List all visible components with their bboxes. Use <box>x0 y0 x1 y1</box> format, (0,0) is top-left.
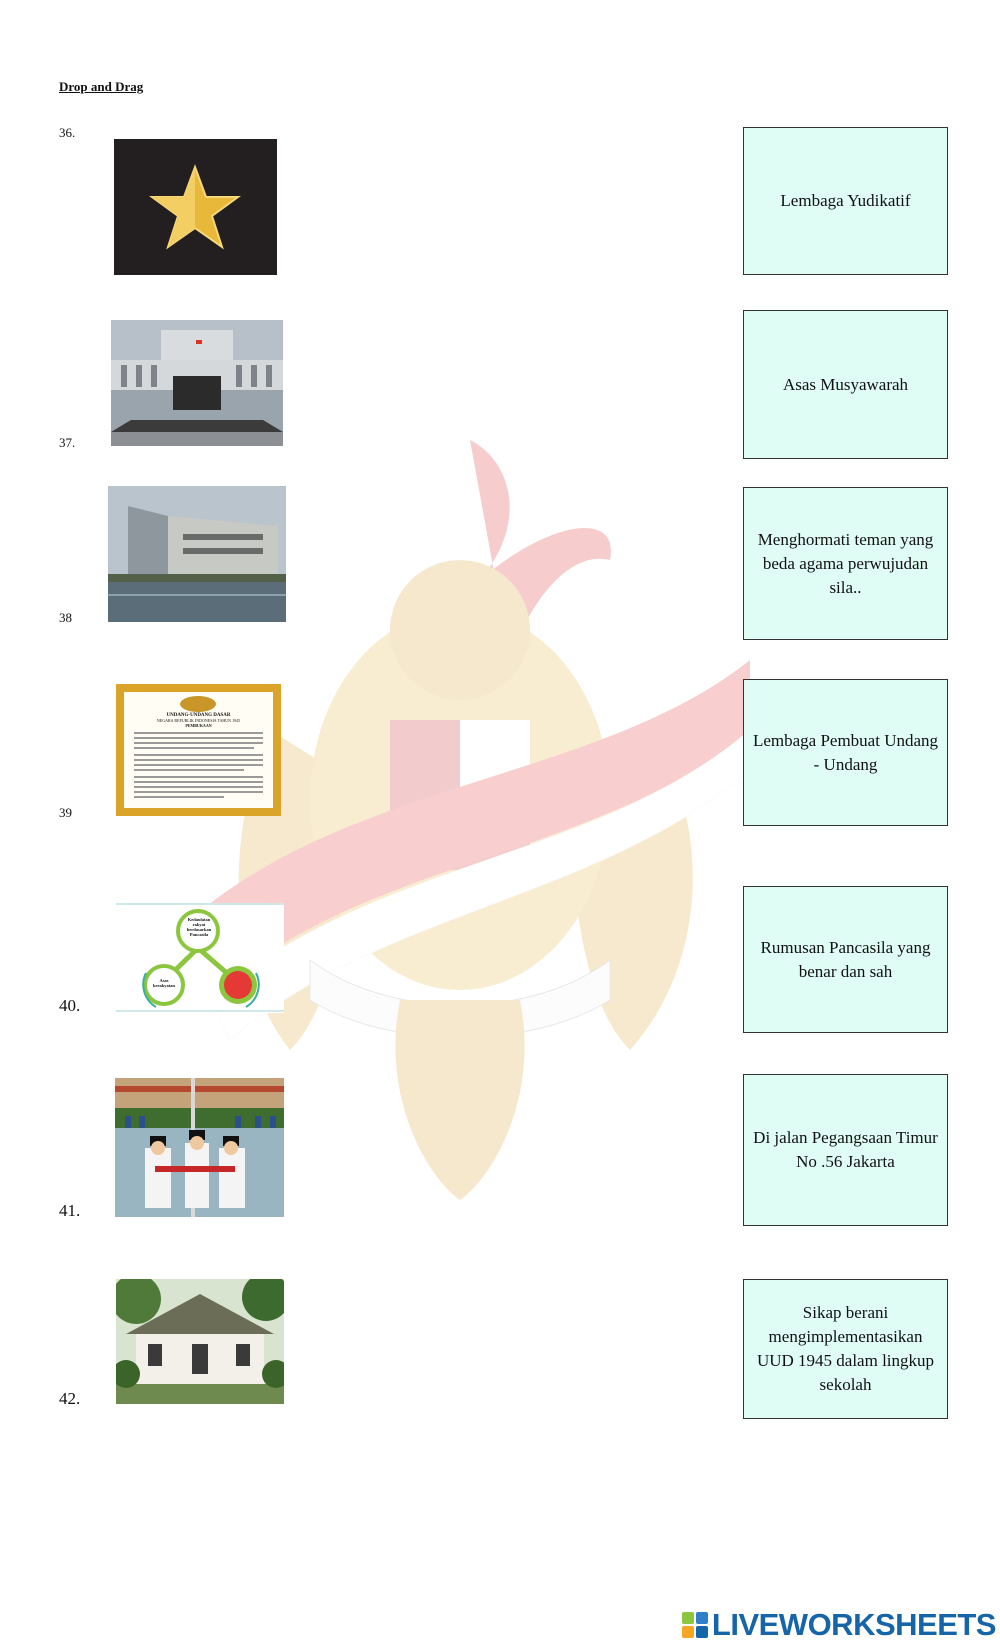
question-number: 36. <box>59 125 76 140</box>
flag-raising-image <box>115 1078 284 1217</box>
question-number: 40. <box>59 996 81 1015</box>
liveworksheets-logo <box>682 1607 996 1643</box>
government-building-image <box>111 320 283 446</box>
constitution-document-image <box>116 684 281 816</box>
diagram-image <box>116 903 284 1013</box>
drop-box-answer-3[interactable]: Menghormati teman yang beda agama perwujudan sila.. <box>743 487 948 640</box>
liveworksheets-logo-icon <box>682 1612 708 1638</box>
drop-box-answer-1[interactable]: Lembaga Yudikatif <box>743 127 948 275</box>
question-number: 39 <box>59 805 72 820</box>
drop-box-answer-7[interactable]: Sikap berani mengimplementasikan UUD 1945 dalam lingkup sekolah <box>743 1279 948 1419</box>
diagram-top-label: Kedaulatan rakyat berdasarkan Pancasila <box>186 917 212 937</box>
doc-heading: PEMBUKAAN <box>185 723 212 728</box>
star-emblem-image <box>114 139 277 275</box>
page-title: Drop and Drag <box>59 79 144 94</box>
modern-building-image <box>108 486 286 622</box>
question-number: 41. <box>59 1201 81 1220</box>
drop-box-answer-5[interactable]: Rumusan Pancasila yang benar dan sah <box>743 886 948 1033</box>
diagram-left-label: Asas kerakyatan <box>152 978 175 988</box>
question-number: 37. <box>59 435 76 450</box>
historic-house-image <box>116 1279 284 1404</box>
drop-box-answer-2[interactable]: Asas Musyawarah <box>743 310 948 459</box>
brand-name: LIVEWORKSHEETS <box>711 1607 996 1642</box>
drop-box-answer-6[interactable]: Di jalan Pegangsaan Timur No .56 Jakarta <box>743 1074 948 1226</box>
star-icon <box>114 139 277 275</box>
doc-subtitle: NEGARA REPUBLIK INDONESIA TAHUN 1945 <box>156 718 241 723</box>
question-number: 42. <box>59 1389 81 1408</box>
drop-box-answer-4[interactable]: Lembaga Pembuat Undang - Undang <box>743 679 948 826</box>
question-number: 38 <box>59 610 72 625</box>
doc-title: UNDANG-UNDANG DASAR <box>166 713 231 718</box>
